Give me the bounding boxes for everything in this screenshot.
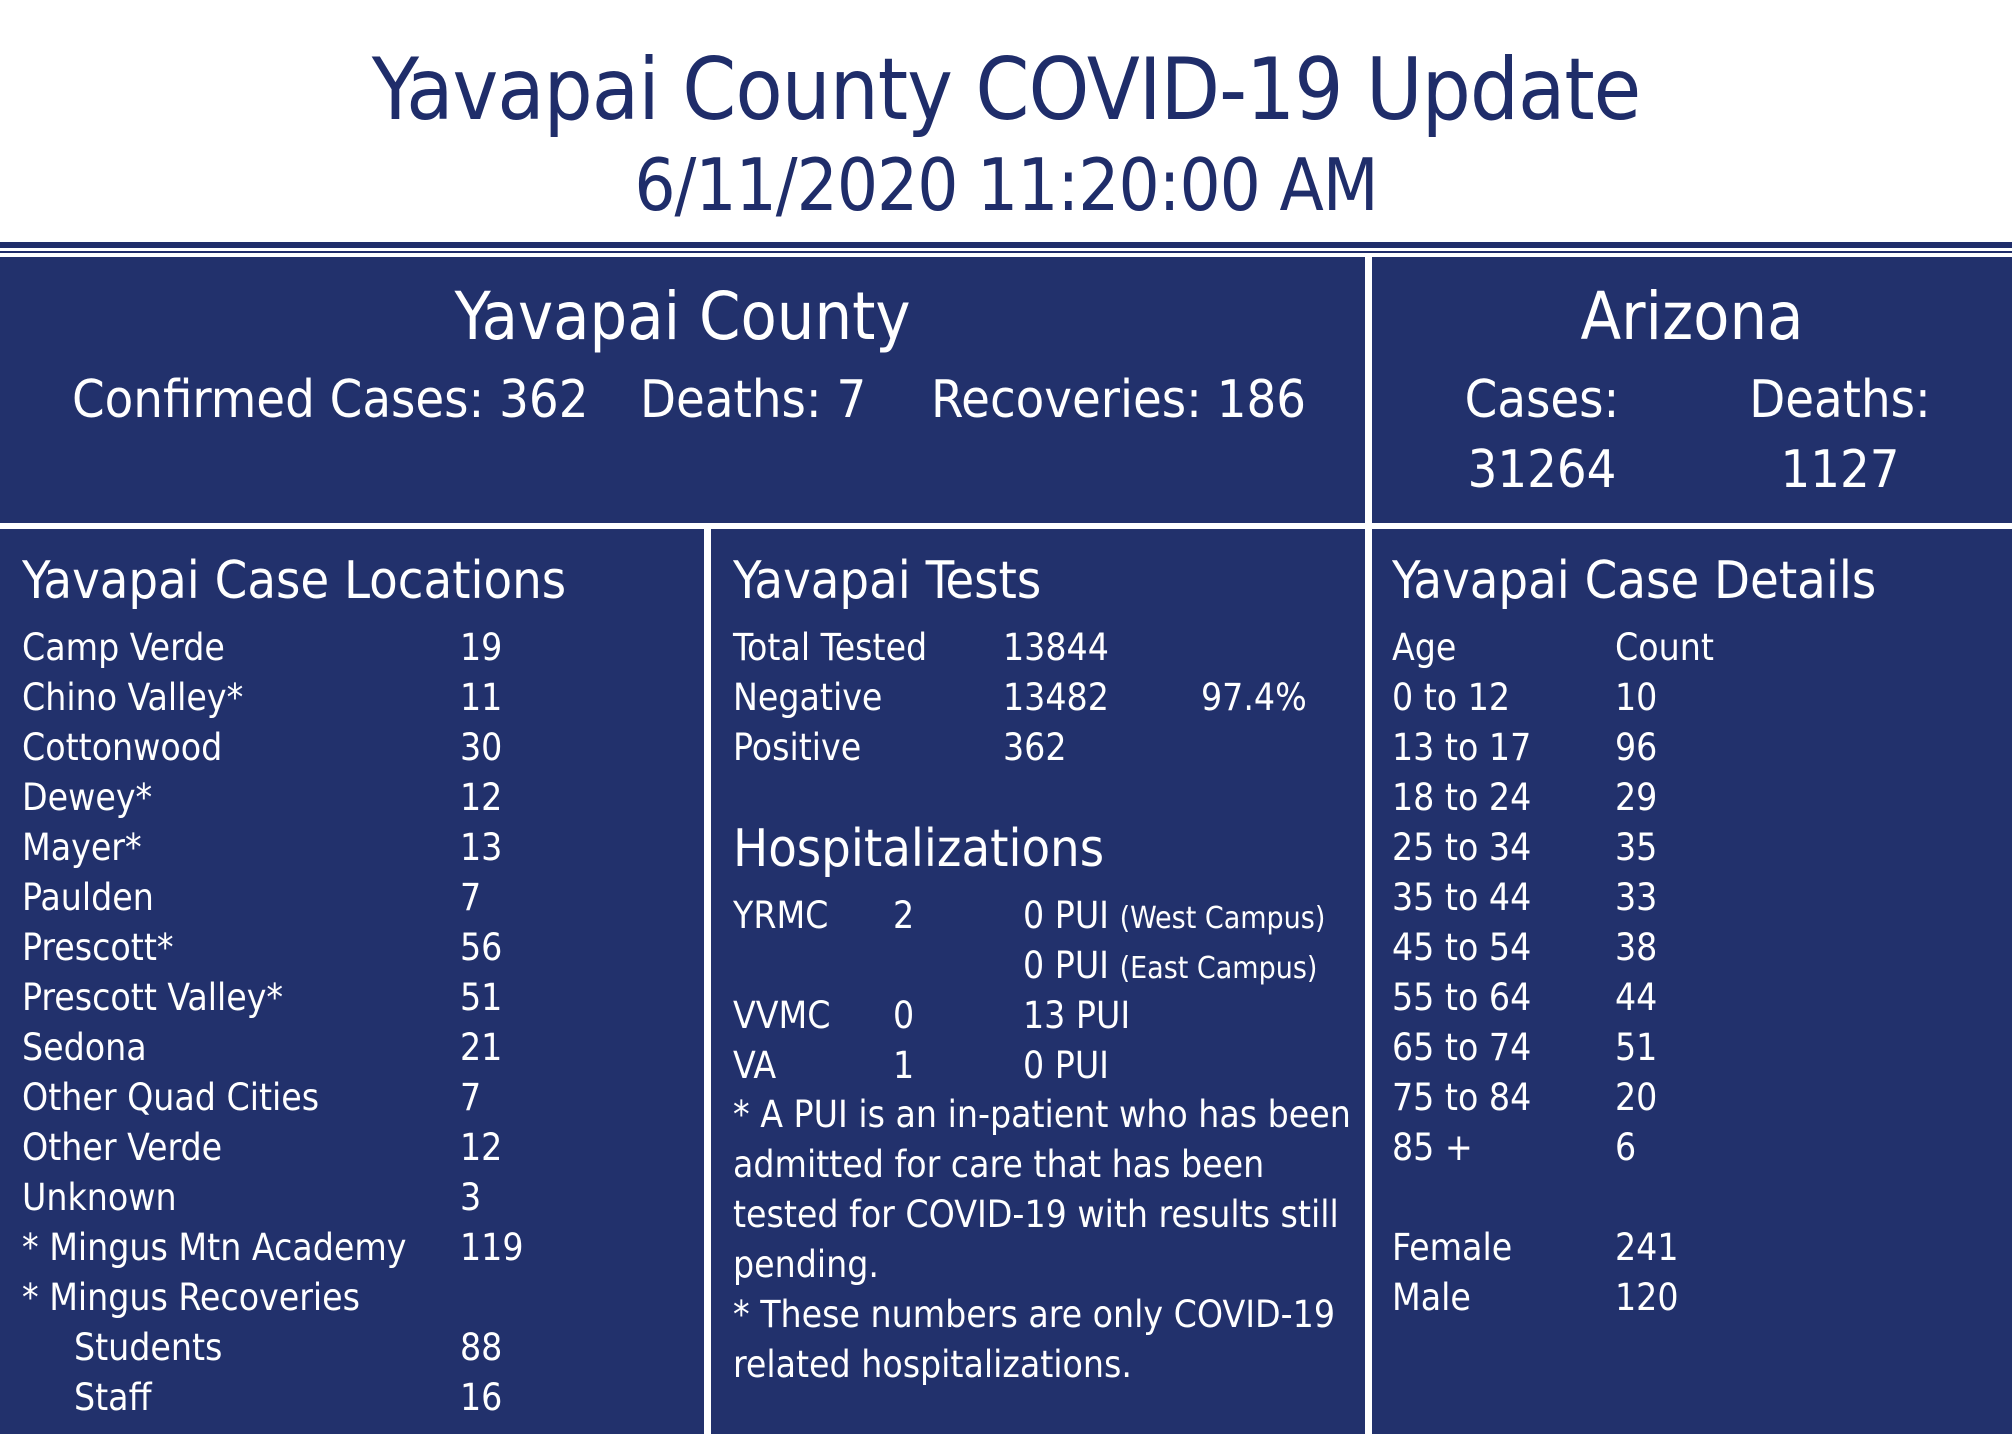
gender-label: Male xyxy=(1392,1276,1471,1319)
hospital-pui xyxy=(1023,1042,1109,1093)
gender-count: 241 xyxy=(1615,1226,1679,1269)
test-percent: 97.4% xyxy=(1201,676,1307,719)
location-count: 7 xyxy=(460,876,482,919)
hospital-pui xyxy=(1023,992,1130,1043)
test-label: Negative xyxy=(733,676,883,719)
location-name: Mayer* xyxy=(22,826,142,869)
location-name: * Mingus Recoveries xyxy=(22,1276,360,1319)
location-name: Other Quad Cities xyxy=(22,1076,320,1119)
hospitalizations-title: Hospitalizations xyxy=(733,819,1105,879)
location-count: 12 xyxy=(460,1126,503,1169)
age-range: 45 to 54 xyxy=(1392,926,1532,969)
location-name: Camp Verde xyxy=(22,626,225,669)
county-summary-panel xyxy=(0,257,1365,523)
arizona-deaths-value: 1127 xyxy=(1780,440,1900,500)
case-locations-title: Yavapai Case Locations xyxy=(22,551,567,611)
location-name: Unknown xyxy=(22,1176,177,1219)
hospital-pui xyxy=(1023,942,1317,993)
location-count: 88 xyxy=(460,1326,503,1369)
location-count: 11 xyxy=(460,676,503,719)
county-confirmed-cases: Confirmed Cases: 362 xyxy=(72,370,589,430)
arizona-deaths xyxy=(1690,365,1990,505)
test-value: 13844 xyxy=(1003,626,1109,669)
location-count: 3 xyxy=(460,1176,482,1219)
location-name: Dewey* xyxy=(22,776,153,819)
county-recoveries: Recoveries: 186 xyxy=(931,370,1307,430)
age-count: 6 xyxy=(1615,1126,1637,1169)
case-locations-panel xyxy=(0,529,704,1434)
hospital-pui xyxy=(1023,892,1325,943)
age-count: 44 xyxy=(1615,976,1658,1019)
location-count: 16 xyxy=(460,1376,503,1419)
age-count: 29 xyxy=(1615,776,1658,819)
hospitalization-scope-note: * These numbers are only COVID-19 related hospitalizations. xyxy=(733,1293,1336,1386)
hospital-campus: (West Campus) xyxy=(1119,901,1326,936)
count-column-header: Count xyxy=(1615,626,1714,669)
location-name: Sedona xyxy=(22,1026,147,1069)
age-range: 18 to 24 xyxy=(1392,776,1532,819)
location-count: 119 xyxy=(460,1226,524,1269)
test-value: 13482 xyxy=(1003,676,1109,719)
county-heading: Yavapai County xyxy=(454,278,911,355)
hospital-count: 1 xyxy=(893,1044,915,1087)
age-count: 38 xyxy=(1615,926,1658,969)
arizona-cases-label: Cases: xyxy=(1464,370,1620,430)
age-range: 65 to 74 xyxy=(1392,1026,1532,1069)
location-name: Paulden xyxy=(22,876,154,919)
arizona-cases-value: 31264 xyxy=(1467,440,1617,500)
hospital-campus: (East Campus) xyxy=(1119,951,1318,986)
tests-title: Yavapai Tests xyxy=(733,551,1042,611)
age-count: 33 xyxy=(1615,876,1658,919)
age-count: 20 xyxy=(1615,1076,1658,1119)
hospital-pui-value: 0 PUI xyxy=(1023,1044,1109,1087)
age-range: 55 to 64 xyxy=(1392,976,1532,1019)
hospital-pui-value: 0 PUI xyxy=(1023,944,1109,987)
arizona-summary-panel xyxy=(1372,257,2012,523)
tests-panel xyxy=(711,529,1365,1434)
county-deaths: Deaths: 7 xyxy=(640,370,867,430)
location-name: * Mingus Mtn Academy xyxy=(22,1226,407,1269)
location-name: Prescott* xyxy=(22,926,174,969)
hospital-pui-value: 13 PUI xyxy=(1023,994,1131,1037)
page-header xyxy=(0,0,2012,240)
hospital-facility: VVMC xyxy=(733,994,831,1037)
location-count: 56 xyxy=(460,926,503,969)
arizona-heading: Arizona xyxy=(1580,278,1804,355)
page-title: Yavapai County COVID-19 Update xyxy=(371,40,1641,140)
location-count: 51 xyxy=(460,976,503,1019)
arizona-cases xyxy=(1392,365,1692,505)
age-count: 51 xyxy=(1615,1026,1658,1069)
test-label: Positive xyxy=(733,726,862,769)
age-count: 96 xyxy=(1615,726,1658,769)
test-label: Total Tested xyxy=(733,626,928,669)
location-count: 13 xyxy=(460,826,503,869)
location-name: Prescott Valley* xyxy=(22,976,284,1019)
location-name: Students xyxy=(74,1326,223,1369)
hospital-count: 0 xyxy=(893,994,915,1037)
location-name: Cottonwood xyxy=(22,726,223,769)
hospital-count: 2 xyxy=(893,894,915,937)
age-range: 13 to 17 xyxy=(1392,726,1532,769)
location-count: 19 xyxy=(460,626,503,669)
age-column-header: Age xyxy=(1392,626,1457,669)
gender-count: 120 xyxy=(1615,1276,1679,1319)
location-count: 21 xyxy=(460,1026,503,1069)
hospital-facility: YRMC xyxy=(733,894,829,937)
age-range: 85 + xyxy=(1392,1126,1473,1169)
age-range: 35 to 44 xyxy=(1392,876,1532,919)
age-range: 25 to 34 xyxy=(1392,826,1532,869)
case-details-panel xyxy=(1372,529,2012,1434)
update-timestamp: 6/11/2020 11:20:00 AM xyxy=(634,143,1378,227)
age-range: 75 to 84 xyxy=(1392,1076,1532,1119)
location-name: Chino Valley* xyxy=(22,676,244,719)
hospital-facility: VA xyxy=(733,1044,777,1087)
age-range: 0 to 12 xyxy=(1392,676,1511,719)
header-divider-thin xyxy=(0,251,2012,253)
header-divider xyxy=(0,242,2012,248)
case-details-title: Yavapai Case Details xyxy=(1392,551,1877,611)
age-count: 10 xyxy=(1615,676,1658,719)
location-count: 7 xyxy=(460,1076,482,1119)
gender-label: Female xyxy=(1392,1226,1513,1269)
location-count: 12 xyxy=(460,776,503,819)
hospital-pui-value: 0 PUI xyxy=(1023,894,1109,937)
age-count: 35 xyxy=(1615,826,1658,869)
arizona-deaths-label: Deaths: xyxy=(1749,370,1931,430)
test-value: 362 xyxy=(1003,726,1067,769)
location-count: 30 xyxy=(460,726,503,769)
location-name: Other Verde xyxy=(22,1126,223,1169)
pui-definition-note: * A PUI is an in-patient who has been admitted for care that has been tested for COVID-19 with results still pending. xyxy=(733,1093,1351,1286)
location-name: Staff xyxy=(74,1376,152,1419)
